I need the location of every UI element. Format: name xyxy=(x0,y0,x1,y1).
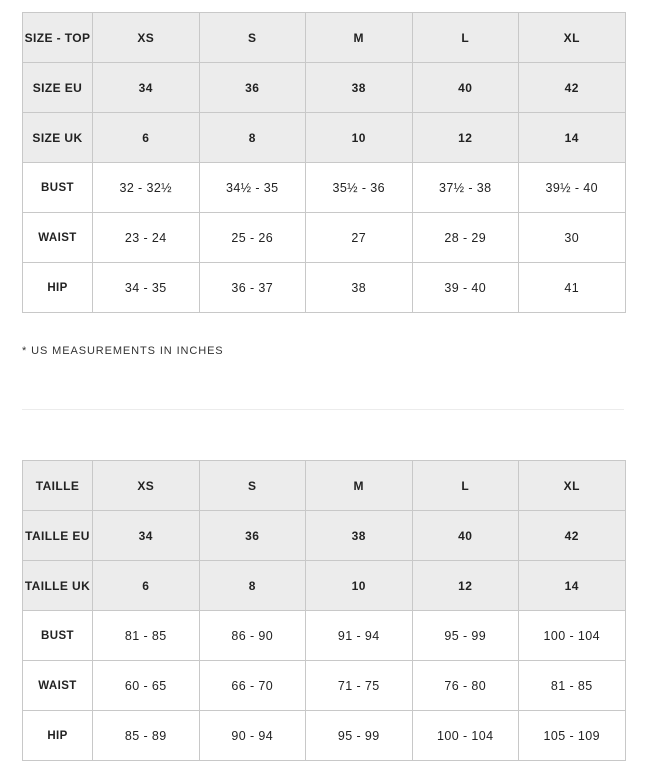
table-cell: 34½ - 35 xyxy=(199,163,306,213)
table-row xyxy=(23,113,626,163)
table-cell: 100 - 104 xyxy=(412,711,519,761)
row-header-cell: TAILLE xyxy=(23,461,93,511)
table-cell: 32 - 32½ xyxy=(93,163,200,213)
row-header-cell: HIP xyxy=(23,263,93,313)
table-cell: 95 - 99 xyxy=(412,611,519,661)
table-cell: 38 xyxy=(306,511,413,561)
row-header-cell: TAILLE UK xyxy=(23,561,93,611)
section-divider xyxy=(22,409,624,410)
row-header-cell: SIZE - TOP xyxy=(23,13,93,63)
table-cell: 76 - 80 xyxy=(412,661,519,711)
table-cell: 39 - 40 xyxy=(412,263,519,313)
table-cell: 10 xyxy=(306,561,413,611)
table-row xyxy=(23,213,626,263)
size-column-header: XS xyxy=(93,461,200,511)
table-cell: 85 - 89 xyxy=(93,711,200,761)
table-cell: 60 - 65 xyxy=(93,661,200,711)
size-column-header: L xyxy=(412,461,519,511)
table-row xyxy=(23,711,626,761)
table-cell: 86 - 90 xyxy=(199,611,306,661)
size-column-header: L xyxy=(412,13,519,63)
table-row xyxy=(23,163,626,213)
table-cell: 105 - 109 xyxy=(519,711,626,761)
table-cell: 8 xyxy=(199,113,306,163)
table-cell: 6 xyxy=(93,561,200,611)
table-cell: 10 xyxy=(306,113,413,163)
table-cell: 38 xyxy=(306,63,413,113)
size-column-header: XS xyxy=(93,13,200,63)
table-header-row xyxy=(23,13,626,63)
row-header-cell: WAIST xyxy=(23,213,93,263)
table-row xyxy=(23,661,626,711)
table-cell: 8 xyxy=(199,561,306,611)
table-row xyxy=(23,561,626,611)
table-cell: 90 - 94 xyxy=(199,711,306,761)
row-header-cell: WAIST xyxy=(23,661,93,711)
size-column-header: M xyxy=(306,13,413,63)
table-cell: 41 xyxy=(519,263,626,313)
table-row xyxy=(23,511,626,561)
table-cell: 35½ - 36 xyxy=(306,163,413,213)
table-cell: 23 - 24 xyxy=(93,213,200,263)
table-cell: 42 xyxy=(519,63,626,113)
table-cell: 12 xyxy=(412,113,519,163)
table-cell: 34 - 35 xyxy=(93,263,200,313)
table-cell: 95 - 99 xyxy=(306,711,413,761)
table-cell: 81 - 85 xyxy=(519,661,626,711)
table-header-row xyxy=(23,461,626,511)
table-cell: 34 xyxy=(93,63,200,113)
row-header-cell: BUST xyxy=(23,611,93,661)
table-cell: 25 - 26 xyxy=(199,213,306,263)
size-column-header: XL xyxy=(519,461,626,511)
size-column-header: XL xyxy=(519,13,626,63)
table-row xyxy=(23,263,626,313)
table-cell: 42 xyxy=(519,511,626,561)
row-header-cell: BUST xyxy=(23,163,93,213)
table-cell: 12 xyxy=(412,561,519,611)
table-cell: 14 xyxy=(519,561,626,611)
table-cell: 36 - 37 xyxy=(199,263,306,313)
table-cell: 81 - 85 xyxy=(93,611,200,661)
table-cell: 38 xyxy=(306,263,413,313)
table-cell: 30 xyxy=(519,213,626,263)
table-cell: 39½ - 40 xyxy=(519,163,626,213)
table-cell: 36 xyxy=(199,63,306,113)
size-chart-us-table xyxy=(22,12,626,313)
table-cell: 34 xyxy=(93,511,200,561)
row-header-cell: SIZE EU xyxy=(23,63,93,113)
row-header-cell: HIP xyxy=(23,711,93,761)
row-header-cell: SIZE UK xyxy=(23,113,93,163)
table-cell: 14 xyxy=(519,113,626,163)
size-column-header: S xyxy=(199,461,306,511)
table-cell: 37½ - 38 xyxy=(412,163,519,213)
table-cell: 27 xyxy=(306,213,413,263)
table-cell: 6 xyxy=(93,113,200,163)
table-cell: 71 - 75 xyxy=(306,661,413,711)
size-chart-metric-table xyxy=(22,460,626,761)
table-cell: 36 xyxy=(199,511,306,561)
row-header-cell: TAILLE EU xyxy=(23,511,93,561)
table-cell: 100 - 104 xyxy=(519,611,626,661)
size-column-header: M xyxy=(306,461,413,511)
table-cell: 28 - 29 xyxy=(412,213,519,263)
table-cell: 91 - 94 xyxy=(306,611,413,661)
table-cell: 40 xyxy=(412,511,519,561)
table-cell: 40 xyxy=(412,63,519,113)
table-row xyxy=(23,611,626,661)
table-row xyxy=(23,63,626,113)
measurement-note: * US MEASUREMENTS IN INCHES xyxy=(22,345,224,357)
size-column-header: S xyxy=(199,13,306,63)
table-cell: 66 - 70 xyxy=(199,661,306,711)
